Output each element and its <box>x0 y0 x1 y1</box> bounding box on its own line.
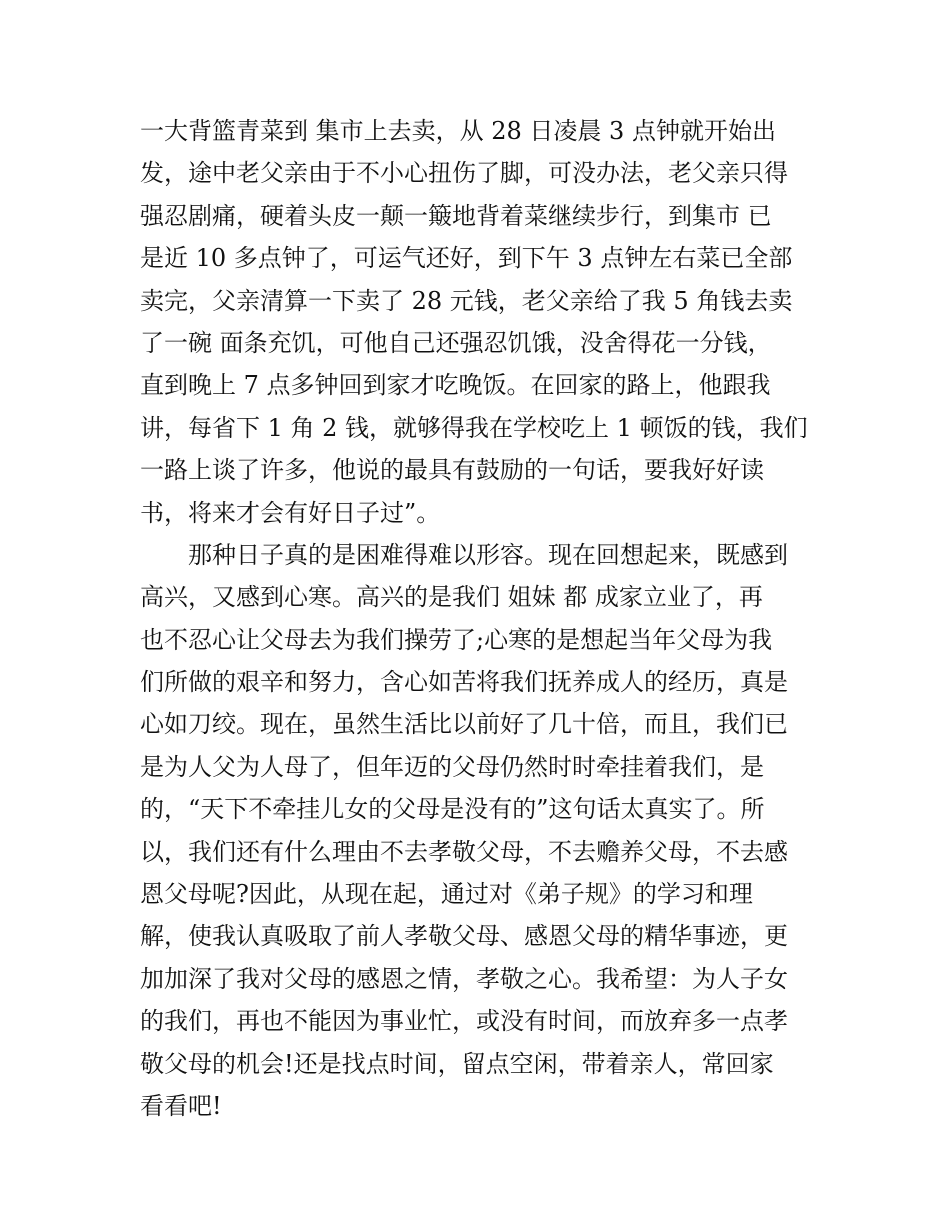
paragraph-1-line-1: 一大背篮青菜到 集市上去卖，从 28 日凌晨 3 点钟就开始出 <box>140 117 776 145</box>
paragraph-1-line-5: 卖完，父亲清算一下卖了 28 元钱，老父亲给了我 5 角钱去卖 <box>140 286 793 315</box>
paragraph-2-line-3: 也不忍心让父母去为我们操劳了;心寒的是想起当年父母为我 <box>140 625 773 654</box>
paragraph-2-line-4: 们所做的艰辛和努力，含心如苦将我们抚养成人的经历，真是 <box>140 668 788 697</box>
paragraph-2-line-6: 是为人父为人母了，但年迈的父母仍然时时牵挂着我们，是 <box>140 752 764 781</box>
paragraph-2-line-13: 敬父母的机会!还是找点时间，留点空闲，带着亲人，常回家 <box>140 1049 774 1078</box>
paragraph-1-line-9: 一路上谈了许多，他说的最具有鼓励的一句话，要我好好读 <box>140 456 764 485</box>
paragraph-1-line-10: 书，将来才会有好日子过”。 <box>140 498 441 527</box>
paragraph-2-line-7: 的，“天下不牵挂儿女的父母是没有的”这句话太真实了。所 <box>140 795 765 824</box>
paragraph-1-line-7: 直到晚上 7 点多钟回到家才吃晚饭。在回家的路上，他跟我 <box>140 371 771 400</box>
document-body <box>140 110 820 1127</box>
paragraph-2-line-2: 高兴，又感到心寒。高兴的是我们 姐妹 都 成家立业了，再 <box>140 583 763 612</box>
paragraph-1-line-4: 是近 10 多点钟了，可运气还好，到下午 3 点钟左右菜已全部 <box>140 244 793 273</box>
paragraph-2-line-12: 的我们，再也不能因为事业忙，或没有时间，而放弃多一点孝 <box>140 1007 788 1036</box>
paragraph-2-line-11: 加加深了我对父母的感恩之情，孝敬之心。我希望：为人子女 <box>140 964 788 993</box>
paragraph-1-line-6: 了一碗 面条充饥，可他自己还强忍饥饿，没舍得花一分钱， <box>140 328 772 357</box>
paragraph-2-line-1: 那种日子真的是困难得难以形容。现在回想起来，既感到 <box>188 540 788 569</box>
paragraph-1-line-8: 讲，每省下 1 角 2 钱，就够得我在学校吃上 1 顿饭的钱，我们 <box>140 413 808 442</box>
paragraph-2-line-10: 解，使我认真吸取了前人孝敬父母、感恩父母的精华事迹，更 <box>140 922 788 951</box>
paragraph-1-line-2: 发，途中老父亲由于不小心扭伤了脚，可没办法，老父亲只得 <box>140 159 788 188</box>
paragraph-2-line-14: 看看吧! <box>140 1091 222 1120</box>
paragraph-2-line-8: 以，我们还有什么理由不去孝敬父母，不去赡养父母，不去感 <box>140 837 788 866</box>
paragraph-2-line-5: 心如刀绞。现在，虽然生活比以前好了几十倍，而且，我们已 <box>140 710 788 739</box>
paragraph-1-line-3: 强忍剧痛，硬着头皮一颠一簸地背着菜继续步行，到集市 已 <box>140 201 772 230</box>
paragraph-2-line-9: 恩父母呢?因此，从现在起，通过对《弟子规》的学习和理 <box>140 880 753 909</box>
